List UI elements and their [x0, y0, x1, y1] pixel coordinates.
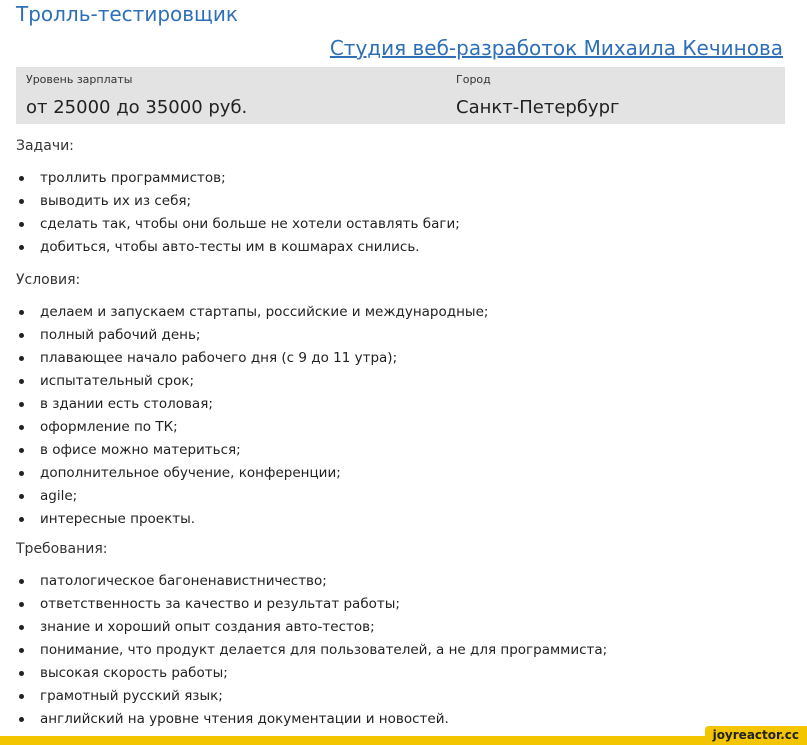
tasks-title: Задачи: — [16, 138, 74, 154]
list-item: понимание, что продукт делается для пользователей, а не для программиста; — [16, 639, 607, 662]
city-label: Город — [456, 73, 491, 86]
list-item: выводить их из себя; — [16, 190, 460, 213]
list-item: испытательный срок; — [16, 370, 488, 393]
list-item: agile; — [16, 485, 488, 508]
list-item: плавающее начало рабочего дня (с 9 до 11 утра); — [16, 347, 488, 370]
list-item: знание и хороший опыт создания авто-тестов; — [16, 616, 607, 639]
list-item: сделать так, чтобы они больше не хотели оставлять баги; — [16, 213, 460, 236]
salary-label: Уровень зарплаты — [26, 73, 133, 86]
list-item: ответственность за качество и результат работы; — [16, 593, 607, 616]
joyreactor-watermark: joyreactor.cc — [705, 726, 807, 745]
conditions-list — [16, 301, 488, 531]
requirements-title: Требования: — [16, 541, 108, 557]
requirements-list — [16, 570, 607, 731]
list-item: в офисе можно материться; — [16, 439, 488, 462]
salary-block — [26, 67, 247, 118]
footer-bar — [0, 736, 807, 745]
company-link[interactable]: Студия веб-разработок Михаила Кечинова — [329, 36, 783, 60]
salary-value: от 25000 до 35000 руб. — [26, 97, 248, 118]
tasks-list — [16, 167, 460, 259]
list-item: троллить программистов; — [16, 167, 460, 190]
list-item: английский на уровне чтения документации и новостей. — [16, 708, 607, 731]
list-item: делаем и запускаем стартапы, российские и международные; — [16, 301, 488, 324]
list-item: полный рабочий день; — [16, 324, 488, 347]
vacancy-info-box — [16, 67, 785, 124]
list-item: патологическое багоненавистничество; — [16, 570, 607, 593]
conditions-title: Условия: — [16, 272, 81, 288]
list-item: в здании есть столовая; — [16, 393, 488, 416]
list-item: высокая скорость работы; — [16, 662, 607, 685]
list-item: добиться, чтобы авто-тесты им в кошмарах снились. — [16, 236, 460, 259]
list-item: грамотный русский язык; — [16, 685, 607, 708]
list-item: интересные проекты. — [16, 508, 488, 531]
job-title: Тролль-тестировщик — [16, 2, 238, 26]
city-block — [456, 67, 619, 118]
list-item: оформление по ТК; — [16, 416, 488, 439]
city-value: Санкт-Петербург — [456, 97, 620, 118]
list-item: дополнительное обучение, конференции; — [16, 462, 488, 485]
